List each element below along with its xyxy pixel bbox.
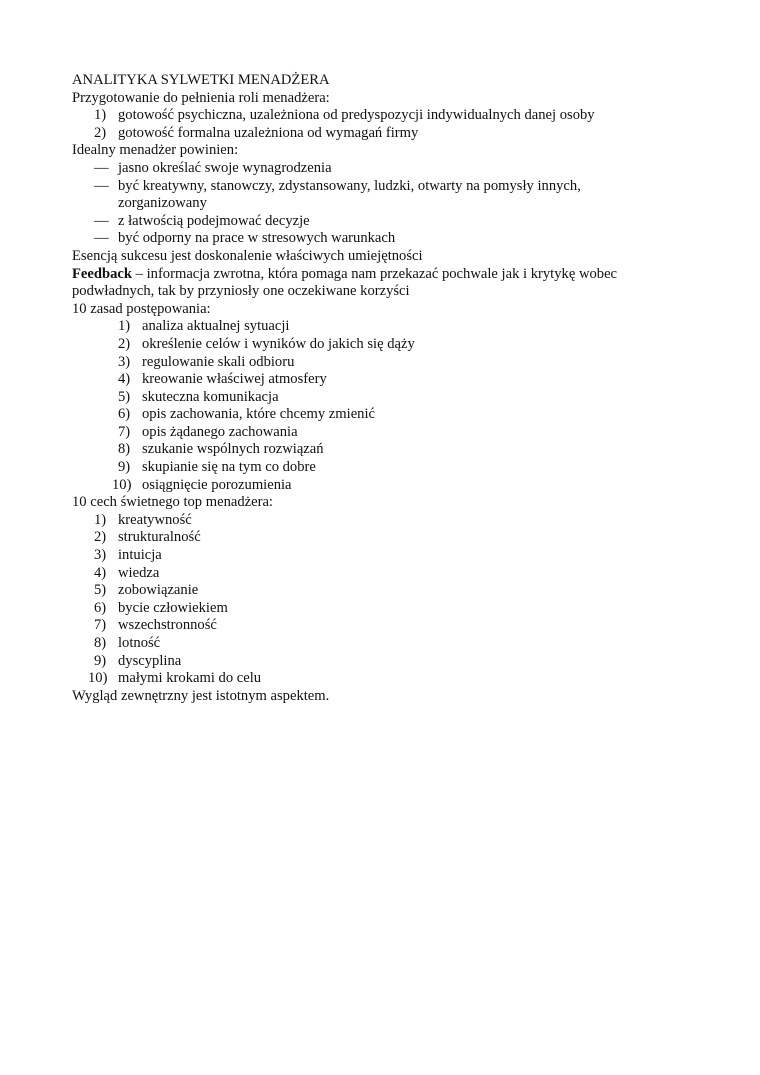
list-item-text: dyscyplina xyxy=(118,652,182,669)
list-item xyxy=(72,230,692,248)
list-marker: 1) xyxy=(94,107,107,124)
document-title: ANALITYKA SYLWETKI MENADŻERA xyxy=(72,72,330,88)
list-item-text: strukturalność xyxy=(118,529,201,546)
list-marker: 9) xyxy=(94,652,107,669)
list-marker: 10) xyxy=(112,476,132,493)
list-item xyxy=(72,617,692,635)
list-marker: — xyxy=(94,177,109,194)
list-item xyxy=(72,670,692,688)
list-marker: 3) xyxy=(118,353,131,370)
list-marker: 3) xyxy=(94,547,107,564)
list-item-text: kreowanie właściwej atmosfery xyxy=(142,371,327,388)
list-marker: — xyxy=(94,230,109,247)
list-item xyxy=(72,424,692,442)
list-item-text: z łatwością podejmować decyzje xyxy=(118,212,310,229)
document-page xyxy=(72,72,692,705)
list-marker: 8) xyxy=(94,635,107,651)
list-item xyxy=(72,441,692,459)
list-marker: 6) xyxy=(94,599,107,616)
list-item xyxy=(72,213,692,231)
list-item xyxy=(72,354,692,372)
list-item-text: skuteczna komunikacja xyxy=(142,388,279,405)
list-marker: 9) xyxy=(118,459,131,476)
list-item xyxy=(72,389,692,407)
list-marker: 1) xyxy=(94,511,107,528)
list-item xyxy=(72,371,692,389)
list-marker: 4) xyxy=(118,371,131,388)
list-item xyxy=(72,160,692,178)
list-marker: 5) xyxy=(118,388,131,405)
list-item xyxy=(72,547,692,565)
list-marker: 10) xyxy=(88,670,108,687)
list-item-text: lotność xyxy=(118,635,161,651)
list-marker: — xyxy=(94,212,109,229)
list-item xyxy=(72,125,692,143)
list-item xyxy=(72,565,692,583)
feedback-paragraph xyxy=(72,266,662,301)
list-item xyxy=(72,318,692,336)
list-marker: 7) xyxy=(118,423,131,440)
list-item-text: małymi krokami do celu xyxy=(118,670,262,687)
list-item xyxy=(72,512,692,530)
list-item xyxy=(72,635,692,653)
feedback-term: Feedback xyxy=(72,265,132,282)
list-item xyxy=(72,406,692,424)
list-item xyxy=(72,582,692,600)
list-item-text: wszechstronność xyxy=(118,617,217,634)
list-marker: 7) xyxy=(94,617,107,634)
list-item-text: opis żądanego zachowania xyxy=(142,423,298,440)
list-item-text: zobowiązanie xyxy=(118,582,199,599)
list-item-text: osiągnięcie porozumienia xyxy=(142,476,292,493)
list-item xyxy=(72,459,692,477)
list-item xyxy=(72,600,692,618)
list-item-text: gotowość psychiczna, uzależniona od predyspozycji indywidualnych danej osoby xyxy=(118,107,595,124)
list-item xyxy=(72,653,692,671)
list-item-text: być kreatywny, stanowczy, zdystansowany, ludzki, otwarty na pomysły innych, zorganizowany xyxy=(118,177,581,212)
list-marker: 4) xyxy=(94,564,107,581)
list-item xyxy=(72,336,692,354)
list-marker: 2) xyxy=(94,124,107,141)
list-item-text: być odporny na prace w stresowych warunkach xyxy=(118,230,396,247)
section-heading-ideal-manager: Idealny menadżer powinien: xyxy=(72,142,239,159)
essence-sentence: Esencją sukcesu jest doskonalenie właściwych umiejętności xyxy=(72,247,423,264)
section-heading-rules: 10 zasad postępowania: xyxy=(72,300,211,317)
list-marker: 5) xyxy=(94,582,107,599)
list-item-text: opis zachowania, które chcemy zmienić xyxy=(142,406,375,423)
list-item xyxy=(72,107,692,125)
section-heading-preparation: Przygotowanie do pełnienia roli menadżera: xyxy=(72,89,330,106)
list-item-text: wiedza xyxy=(118,564,160,581)
closing-sentence: Wygląd zewnętrzny jest istotnym aspektem. xyxy=(72,687,330,704)
feedback-definition: – informacja zwrotna, która pomaga nam przekazać pochwale jak i krytykę wobec podwładnych, tak by przyniosły one oczekiwane korzyści xyxy=(72,265,618,300)
list-item-text: skupianie się na tym co dobre xyxy=(142,459,316,476)
list-item-text: określenie celów i wyników do jakich się dąży xyxy=(142,335,415,352)
list-marker: 2) xyxy=(94,529,107,546)
list-marker: 6) xyxy=(118,406,131,423)
list-item-text: jasno określać swoje wynagrodzenia xyxy=(118,159,332,176)
list-item-text: intuicja xyxy=(118,547,162,564)
list-item-text: szukanie wspólnych rozwiązań xyxy=(142,441,324,458)
list-marker: 1) xyxy=(118,318,131,335)
list-item-text: gotowość formalna uzależniona od wymagań firmy xyxy=(118,124,419,141)
list-item xyxy=(72,178,692,213)
list-item-text: regulowanie skali odbioru xyxy=(142,353,295,370)
list-marker: — xyxy=(94,159,109,176)
list-marker: 8) xyxy=(118,441,131,458)
list-item-text: kreatywność xyxy=(118,511,192,528)
list-marker: 2) xyxy=(118,335,131,352)
list-item-text: analiza aktualnej sytuacji xyxy=(142,318,290,335)
list-item xyxy=(72,477,692,495)
list-item xyxy=(72,529,692,547)
section-heading-traits: 10 cech świetnego top menadżera: xyxy=(72,494,273,511)
list-item-text: bycie człowiekiem xyxy=(118,599,228,616)
